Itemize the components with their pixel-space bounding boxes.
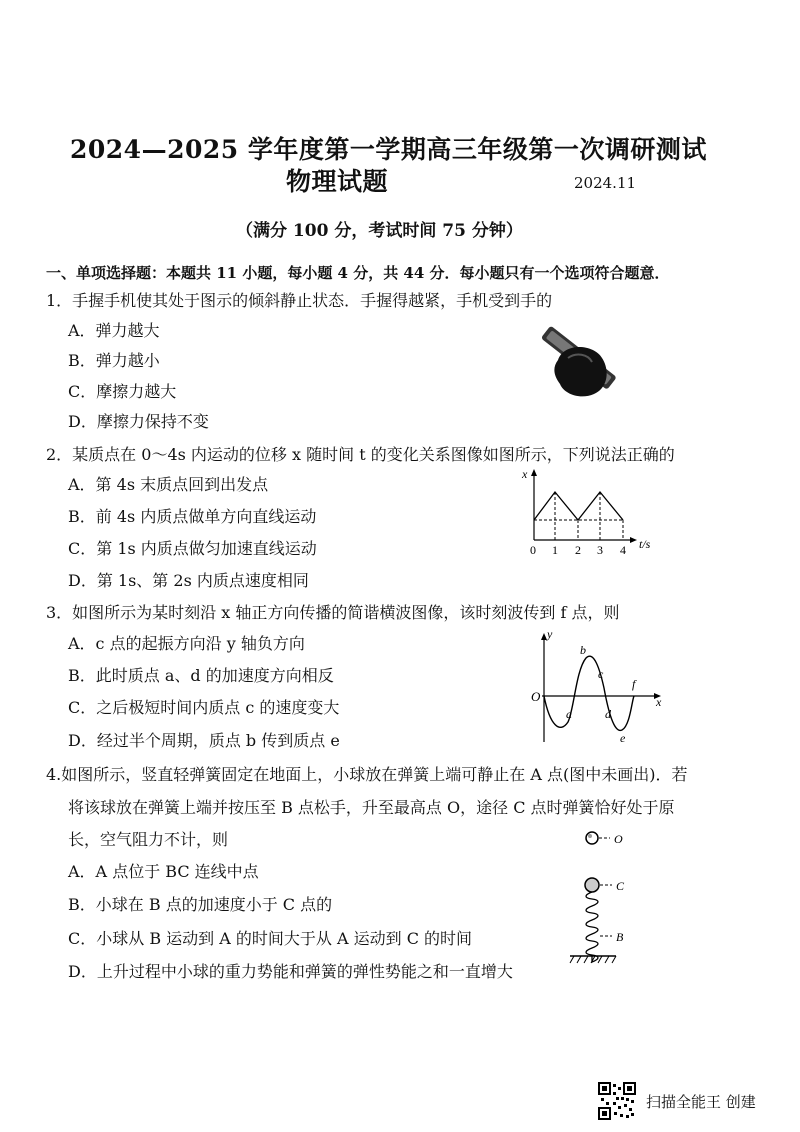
q1-stem: 1．手握手机使其处于图示的倾斜静止状态．手握得越紧，手机受到手的 xyxy=(46,291,553,310)
q3-point-c: c xyxy=(598,667,604,681)
q4-option-c: C．小球从 B 运动到 A 的时间大于从 A 运动到 C 的时间 xyxy=(68,929,473,948)
q1-option-c: C．摩擦力越大 xyxy=(68,382,177,401)
q3-option-b: B．此时质点 a、d 的加速度方向相反 xyxy=(68,666,334,685)
q4-label-c: C xyxy=(616,879,625,893)
q4-option-a: A．A 点位于 BC 连线中点 xyxy=(68,862,259,881)
q2-stem: 2．某质点在 0～4s 内运动的位移 x 随时间 t 的变化关系图像如图所示，下列说法正确的 xyxy=(46,445,675,464)
q3-origin-label: O xyxy=(531,689,541,704)
q2-tick-3: 3 xyxy=(597,543,603,557)
q4-label-b: B xyxy=(616,930,624,944)
q3-option-a: A．c 点的起振方向沿 y 轴负方向 xyxy=(68,634,305,653)
q4-label-o: O xyxy=(614,832,623,846)
q4-stem-line1: 4.如图所示，竖直轻弹簧固定在地面上，小球放在弹簧上端可静止在 A 点(图中未画出)．若 xyxy=(46,765,688,784)
q3-point-b: b xyxy=(580,643,586,657)
q3-x-axis-label: x xyxy=(656,695,662,709)
exam-title: 2024—2025 学年度第一学期高三年级第一次调研测试 xyxy=(70,135,707,164)
qr-code-icon xyxy=(598,1082,636,1120)
q3-wave-graph xyxy=(528,627,668,750)
scanner-app-label: 扫描全能王 创建 xyxy=(646,1093,756,1111)
exam-date: 2024.11 xyxy=(574,174,637,192)
q3-y-axis-label: y xyxy=(547,627,553,641)
q3-stem: 3．如图所示为某时刻沿 x 轴正方向传播的简谐横波图像，该时刻波传到 f 点，则 xyxy=(46,603,620,622)
q4-option-b: B．小球在 B 点的加速度小于 C 点的 xyxy=(68,895,333,914)
q3-point-f: f xyxy=(632,677,636,691)
q2-tick-4: 4 xyxy=(620,543,626,557)
q1-option-a: A．弹力越大 xyxy=(68,321,160,340)
q2-option-c: C．第 1s 内质点做匀加速直线运动 xyxy=(68,539,317,558)
q2-y-axis-label: x xyxy=(522,467,528,481)
q3-option-d: D．经过半个周期，质点 b 传到质点 e xyxy=(68,731,340,750)
q4-stem-line2: 将该球放在弹簧上端并按压至 B 点松手，升至最高点 O，途径 C 点时弹簧恰好处于原 xyxy=(68,798,675,817)
exam-subject: 物理试题 xyxy=(286,167,389,196)
q4-stem-line3: 长，空气阻力不计，则 xyxy=(68,830,229,849)
q2-option-a: A．第 4s 末质点回到出发点 xyxy=(68,475,269,494)
exam-info: （满分 100 分，考试时间 75 分钟） xyxy=(236,221,523,241)
q1-option-b: B．弹力越小 xyxy=(68,351,160,370)
section-heading: 一、单项选择题：本题共 11 小题，每小题 4 分，共 44 分．每小题只有一个选项符合题意． xyxy=(46,264,670,282)
q3-point-e: e xyxy=(620,731,626,745)
q2-xt-graph xyxy=(520,468,660,558)
q2-x-axis-label: t/s xyxy=(639,537,651,551)
q2-option-d: D．第 1s、第 2s 内质点速度相同 xyxy=(68,571,309,590)
q4-option-d: D．上升过程中小球的重力势能和弹簧的弹性势能之和一直增大 xyxy=(68,962,513,981)
hand-phone-illustration xyxy=(528,322,628,402)
q2-tick-0: 0 xyxy=(530,543,536,557)
q2-option-b: B．前 4s 内质点做单方向直线运动 xyxy=(68,507,317,526)
q3-option-c: C．之后极短时间内质点 c 的速度变大 xyxy=(68,698,340,717)
q2-tick-2: 2 xyxy=(575,543,581,557)
q4-spring-figure xyxy=(566,826,646,971)
q3-point-d: d xyxy=(605,707,611,721)
q3-point-a: a xyxy=(566,707,572,721)
q2-tick-1: 1 xyxy=(552,543,558,557)
q1-option-d: D．摩擦力保持不变 xyxy=(68,412,209,431)
